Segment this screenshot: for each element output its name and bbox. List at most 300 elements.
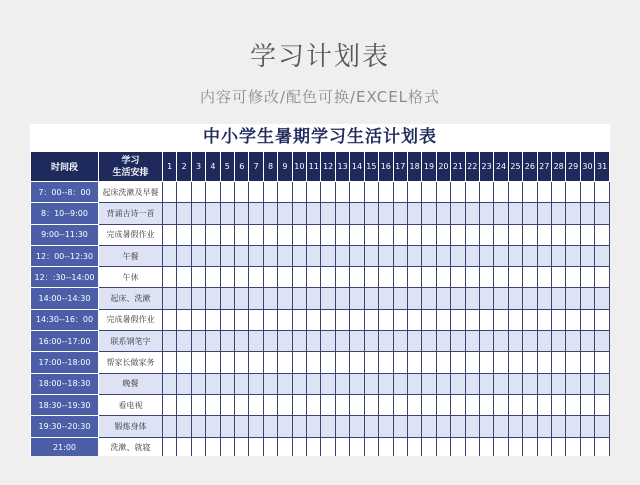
day-check-cell[interactable] (393, 245, 407, 266)
day-check-cell[interactable] (292, 352, 306, 373)
day-check-cell[interactable] (551, 182, 565, 203)
day-check-cell[interactable] (508, 267, 522, 288)
day-check-cell[interactable] (235, 224, 249, 245)
day-check-cell[interactable] (206, 203, 220, 224)
day-check-cell[interactable] (479, 331, 493, 352)
day-check-cell[interactable] (249, 309, 263, 330)
day-check-cell[interactable] (321, 182, 335, 203)
day-check-cell[interactable] (335, 245, 349, 266)
day-check-cell[interactable] (235, 182, 249, 203)
day-check-cell[interactable] (523, 245, 537, 266)
day-check-cell[interactable] (321, 352, 335, 373)
day-check-cell[interactable] (393, 394, 407, 415)
day-check-cell[interactable] (364, 416, 378, 437)
day-check-cell[interactable] (177, 394, 191, 415)
day-check-cell[interactable] (177, 288, 191, 309)
day-check-cell[interactable] (235, 267, 249, 288)
day-check-cell[interactable] (508, 416, 522, 437)
day-check-cell[interactable] (451, 182, 465, 203)
day-check-cell[interactable] (235, 437, 249, 456)
day-check-cell[interactable] (278, 416, 292, 437)
day-check-cell[interactable] (350, 373, 364, 394)
day-check-cell[interactable] (479, 352, 493, 373)
day-check-cell[interactable] (335, 224, 349, 245)
day-check-cell[interactable] (451, 309, 465, 330)
day-check-cell[interactable] (364, 352, 378, 373)
day-check-cell[interactable] (537, 288, 551, 309)
day-check-cell[interactable] (235, 288, 249, 309)
day-check-cell[interactable] (321, 437, 335, 456)
day-check-cell[interactable] (163, 352, 177, 373)
day-check-cell[interactable] (220, 182, 234, 203)
day-check-cell[interactable] (249, 352, 263, 373)
day-check-cell[interactable] (249, 437, 263, 456)
day-check-cell[interactable] (307, 437, 321, 456)
day-check-cell[interactable] (235, 352, 249, 373)
day-check-cell[interactable] (235, 309, 249, 330)
day-check-cell[interactable] (465, 373, 479, 394)
day-check-cell[interactable] (537, 309, 551, 330)
day-check-cell[interactable] (523, 352, 537, 373)
day-check-cell[interactable] (278, 352, 292, 373)
day-check-cell[interactable] (407, 288, 421, 309)
day-check-cell[interactable] (422, 182, 436, 203)
day-check-cell[interactable] (407, 267, 421, 288)
day-check-cell[interactable] (177, 182, 191, 203)
day-check-cell[interactable] (191, 245, 205, 266)
day-check-cell[interactable] (307, 331, 321, 352)
day-check-cell[interactable] (220, 203, 234, 224)
day-check-cell[interactable] (364, 309, 378, 330)
day-check-cell[interactable] (220, 267, 234, 288)
day-check-cell[interactable] (595, 394, 610, 415)
day-check-cell[interactable] (177, 245, 191, 266)
day-check-cell[interactable] (551, 331, 565, 352)
day-check-cell[interactable] (494, 267, 508, 288)
day-check-cell[interactable] (436, 394, 450, 415)
day-check-cell[interactable] (537, 331, 551, 352)
day-check-cell[interactable] (321, 331, 335, 352)
day-check-cell[interactable] (292, 309, 306, 330)
day-check-cell[interactable] (595, 373, 610, 394)
day-check-cell[interactable] (580, 394, 594, 415)
day-check-cell[interactable] (191, 203, 205, 224)
day-check-cell[interactable] (551, 394, 565, 415)
day-check-cell[interactable] (307, 309, 321, 330)
day-check-cell[interactable] (537, 245, 551, 266)
day-check-cell[interactable] (508, 331, 522, 352)
day-check-cell[interactable] (551, 352, 565, 373)
day-check-cell[interactable] (177, 267, 191, 288)
day-check-cell[interactable] (393, 267, 407, 288)
day-check-cell[interactable] (379, 352, 393, 373)
day-check-cell[interactable] (451, 224, 465, 245)
day-check-cell[interactable] (451, 373, 465, 394)
day-check-cell[interactable] (278, 245, 292, 266)
day-check-cell[interactable] (595, 331, 610, 352)
day-check-cell[interactable] (379, 437, 393, 456)
day-check-cell[interactable] (494, 182, 508, 203)
day-check-cell[interactable] (163, 267, 177, 288)
day-check-cell[interactable] (206, 309, 220, 330)
day-check-cell[interactable] (465, 437, 479, 456)
day-check-cell[interactable] (508, 245, 522, 266)
day-check-cell[interactable] (551, 373, 565, 394)
day-check-cell[interactable] (407, 245, 421, 266)
day-check-cell[interactable] (494, 331, 508, 352)
day-check-cell[interactable] (307, 267, 321, 288)
day-check-cell[interactable] (537, 416, 551, 437)
day-check-cell[interactable] (249, 267, 263, 288)
day-check-cell[interactable] (465, 267, 479, 288)
day-check-cell[interactable] (263, 394, 277, 415)
day-check-cell[interactable] (220, 331, 234, 352)
day-check-cell[interactable] (479, 288, 493, 309)
day-check-cell[interactable] (350, 203, 364, 224)
day-check-cell[interactable] (335, 437, 349, 456)
day-check-cell[interactable] (551, 437, 565, 456)
day-check-cell[interactable] (422, 309, 436, 330)
day-check-cell[interactable] (292, 182, 306, 203)
day-check-cell[interactable] (595, 352, 610, 373)
day-check-cell[interactable] (523, 288, 537, 309)
day-check-cell[interactable] (177, 203, 191, 224)
day-check-cell[interactable] (350, 288, 364, 309)
day-check-cell[interactable] (422, 267, 436, 288)
day-check-cell[interactable] (407, 331, 421, 352)
day-check-cell[interactable] (321, 224, 335, 245)
day-check-cell[interactable] (436, 224, 450, 245)
day-check-cell[interactable] (364, 288, 378, 309)
day-check-cell[interactable] (580, 416, 594, 437)
day-check-cell[interactable] (278, 373, 292, 394)
day-check-cell[interactable] (451, 394, 465, 415)
day-check-cell[interactable] (580, 309, 594, 330)
day-check-cell[interactable] (451, 437, 465, 456)
day-check-cell[interactable] (494, 309, 508, 330)
day-check-cell[interactable] (191, 373, 205, 394)
day-check-cell[interactable] (494, 288, 508, 309)
day-check-cell[interactable] (177, 331, 191, 352)
day-check-cell[interactable] (278, 288, 292, 309)
day-check-cell[interactable] (465, 224, 479, 245)
day-check-cell[interactable] (566, 416, 580, 437)
day-check-cell[interactable] (235, 394, 249, 415)
day-check-cell[interactable] (249, 394, 263, 415)
day-check-cell[interactable] (566, 203, 580, 224)
day-check-cell[interactable] (220, 288, 234, 309)
day-check-cell[interactable] (206, 373, 220, 394)
day-check-cell[interactable] (595, 224, 610, 245)
day-check-cell[interactable] (393, 437, 407, 456)
day-check-cell[interactable] (335, 203, 349, 224)
day-check-cell[interactable] (350, 182, 364, 203)
day-check-cell[interactable] (235, 373, 249, 394)
day-check-cell[interactable] (321, 394, 335, 415)
day-check-cell[interactable] (422, 373, 436, 394)
day-check-cell[interactable] (566, 245, 580, 266)
day-check-cell[interactable] (407, 203, 421, 224)
day-check-cell[interactable] (335, 331, 349, 352)
day-check-cell[interactable] (278, 182, 292, 203)
day-check-cell[interactable] (249, 331, 263, 352)
day-check-cell[interactable] (263, 352, 277, 373)
day-check-cell[interactable] (451, 288, 465, 309)
day-check-cell[interactable] (235, 416, 249, 437)
day-check-cell[interactable] (364, 267, 378, 288)
day-check-cell[interactable] (206, 394, 220, 415)
day-check-cell[interactable] (508, 394, 522, 415)
day-check-cell[interactable] (393, 331, 407, 352)
day-check-cell[interactable] (479, 309, 493, 330)
day-check-cell[interactable] (335, 267, 349, 288)
day-check-cell[interactable] (523, 267, 537, 288)
day-check-cell[interactable] (220, 394, 234, 415)
day-check-cell[interactable] (494, 352, 508, 373)
day-check-cell[interactable] (465, 182, 479, 203)
day-check-cell[interactable] (191, 437, 205, 456)
day-check-cell[interactable] (551, 267, 565, 288)
day-check-cell[interactable] (451, 331, 465, 352)
day-check-cell[interactable] (422, 437, 436, 456)
day-check-cell[interactable] (393, 352, 407, 373)
day-check-cell[interactable] (393, 182, 407, 203)
day-check-cell[interactable] (436, 267, 450, 288)
day-check-cell[interactable] (278, 394, 292, 415)
day-check-cell[interactable] (307, 373, 321, 394)
day-check-cell[interactable] (350, 331, 364, 352)
day-check-cell[interactable] (537, 203, 551, 224)
day-check-cell[interactable] (379, 203, 393, 224)
day-check-cell[interactable] (292, 416, 306, 437)
day-check-cell[interactable] (249, 224, 263, 245)
day-check-cell[interactable] (163, 437, 177, 456)
day-check-cell[interactable] (292, 288, 306, 309)
day-check-cell[interactable] (407, 373, 421, 394)
day-check-cell[interactable] (263, 267, 277, 288)
day-check-cell[interactable] (494, 437, 508, 456)
day-check-cell[interactable] (350, 245, 364, 266)
day-check-cell[interactable] (451, 203, 465, 224)
day-check-cell[interactable] (537, 437, 551, 456)
day-check-cell[interactable] (451, 245, 465, 266)
day-check-cell[interactable] (595, 288, 610, 309)
day-check-cell[interactable] (292, 394, 306, 415)
day-check-cell[interactable] (523, 394, 537, 415)
day-check-cell[interactable] (595, 245, 610, 266)
day-check-cell[interactable] (206, 331, 220, 352)
day-check-cell[interactable] (307, 288, 321, 309)
day-check-cell[interactable] (523, 203, 537, 224)
day-check-cell[interactable] (292, 437, 306, 456)
day-check-cell[interactable] (163, 182, 177, 203)
day-check-cell[interactable] (206, 437, 220, 456)
day-check-cell[interactable] (191, 394, 205, 415)
day-check-cell[interactable] (407, 416, 421, 437)
day-check-cell[interactable] (249, 182, 263, 203)
day-check-cell[interactable] (307, 416, 321, 437)
day-check-cell[interactable] (479, 437, 493, 456)
day-check-cell[interactable] (191, 182, 205, 203)
day-check-cell[interactable] (436, 245, 450, 266)
day-check-cell[interactable] (235, 245, 249, 266)
day-check-cell[interactable] (422, 245, 436, 266)
day-check-cell[interactable] (393, 309, 407, 330)
day-check-cell[interactable] (551, 203, 565, 224)
day-check-cell[interactable] (494, 245, 508, 266)
day-check-cell[interactable] (263, 437, 277, 456)
day-check-cell[interactable] (364, 437, 378, 456)
day-check-cell[interactable] (220, 416, 234, 437)
day-check-cell[interactable] (191, 352, 205, 373)
day-check-cell[interactable] (379, 331, 393, 352)
day-check-cell[interactable] (551, 245, 565, 266)
day-check-cell[interactable] (523, 437, 537, 456)
day-check-cell[interactable] (307, 394, 321, 415)
day-check-cell[interactable] (235, 331, 249, 352)
day-check-cell[interactable] (163, 288, 177, 309)
day-check-cell[interactable] (523, 224, 537, 245)
day-check-cell[interactable] (393, 416, 407, 437)
day-check-cell[interactable] (163, 203, 177, 224)
day-check-cell[interactable] (191, 224, 205, 245)
day-check-cell[interactable] (249, 288, 263, 309)
day-check-cell[interactable] (379, 288, 393, 309)
day-check-cell[interactable] (220, 309, 234, 330)
day-check-cell[interactable] (163, 373, 177, 394)
day-check-cell[interactable] (508, 373, 522, 394)
day-check-cell[interactable] (479, 224, 493, 245)
day-check-cell[interactable] (537, 267, 551, 288)
day-check-cell[interactable] (508, 309, 522, 330)
day-check-cell[interactable] (580, 224, 594, 245)
day-check-cell[interactable] (465, 331, 479, 352)
day-check-cell[interactable] (263, 245, 277, 266)
day-check-cell[interactable] (177, 437, 191, 456)
day-check-cell[interactable] (379, 373, 393, 394)
day-check-cell[interactable] (220, 373, 234, 394)
day-check-cell[interactable] (220, 245, 234, 266)
day-check-cell[interactable] (436, 182, 450, 203)
day-check-cell[interactable] (278, 224, 292, 245)
day-check-cell[interactable] (191, 309, 205, 330)
day-check-cell[interactable] (321, 373, 335, 394)
day-check-cell[interactable] (551, 288, 565, 309)
day-check-cell[interactable] (465, 394, 479, 415)
day-check-cell[interactable] (523, 373, 537, 394)
day-check-cell[interactable] (537, 182, 551, 203)
day-check-cell[interactable] (191, 331, 205, 352)
day-check-cell[interactable] (163, 394, 177, 415)
day-check-cell[interactable] (494, 224, 508, 245)
day-check-cell[interactable] (580, 245, 594, 266)
day-check-cell[interactable] (566, 309, 580, 330)
day-check-cell[interactable] (335, 182, 349, 203)
day-check-cell[interactable] (393, 373, 407, 394)
day-check-cell[interactable] (595, 416, 610, 437)
day-check-cell[interactable] (566, 394, 580, 415)
day-check-cell[interactable] (206, 416, 220, 437)
day-check-cell[interactable] (379, 245, 393, 266)
day-check-cell[interactable] (379, 267, 393, 288)
day-check-cell[interactable] (263, 331, 277, 352)
day-check-cell[interactable] (163, 224, 177, 245)
day-check-cell[interactable] (436, 309, 450, 330)
day-check-cell[interactable] (335, 352, 349, 373)
day-check-cell[interactable] (393, 288, 407, 309)
day-check-cell[interactable] (321, 245, 335, 266)
day-check-cell[interactable] (364, 245, 378, 266)
day-check-cell[interactable] (335, 373, 349, 394)
day-check-cell[interactable] (364, 331, 378, 352)
day-check-cell[interactable] (523, 182, 537, 203)
day-check-cell[interactable] (263, 288, 277, 309)
day-check-cell[interactable] (508, 352, 522, 373)
day-check-cell[interactable] (249, 373, 263, 394)
day-check-cell[interactable] (451, 352, 465, 373)
day-check-cell[interactable] (451, 416, 465, 437)
day-check-cell[interactable] (235, 203, 249, 224)
day-check-cell[interactable] (350, 394, 364, 415)
day-check-cell[interactable] (551, 309, 565, 330)
day-check-cell[interactable] (350, 267, 364, 288)
day-check-cell[interactable] (479, 373, 493, 394)
day-check-cell[interactable] (163, 309, 177, 330)
day-check-cell[interactable] (177, 373, 191, 394)
day-check-cell[interactable] (465, 352, 479, 373)
day-check-cell[interactable] (551, 416, 565, 437)
day-check-cell[interactable] (566, 288, 580, 309)
day-check-cell[interactable] (407, 182, 421, 203)
day-check-cell[interactable] (508, 288, 522, 309)
day-check-cell[interactable] (595, 267, 610, 288)
day-check-cell[interactable] (335, 288, 349, 309)
day-check-cell[interactable] (263, 373, 277, 394)
day-check-cell[interactable] (580, 203, 594, 224)
day-check-cell[interactable] (422, 224, 436, 245)
day-check-cell[interactable] (422, 203, 436, 224)
day-check-cell[interactable] (307, 182, 321, 203)
day-check-cell[interactable] (163, 331, 177, 352)
day-check-cell[interactable] (595, 309, 610, 330)
day-check-cell[interactable] (508, 224, 522, 245)
day-check-cell[interactable] (364, 203, 378, 224)
day-check-cell[interactable] (206, 245, 220, 266)
day-check-cell[interactable] (364, 224, 378, 245)
day-check-cell[interactable] (407, 309, 421, 330)
day-check-cell[interactable] (523, 416, 537, 437)
day-check-cell[interactable] (263, 224, 277, 245)
day-check-cell[interactable] (307, 352, 321, 373)
day-check-cell[interactable] (263, 203, 277, 224)
day-check-cell[interactable] (206, 224, 220, 245)
day-check-cell[interactable] (465, 416, 479, 437)
day-check-cell[interactable] (465, 245, 479, 266)
day-check-cell[interactable] (379, 416, 393, 437)
day-check-cell[interactable] (580, 331, 594, 352)
day-check-cell[interactable] (436, 352, 450, 373)
day-check-cell[interactable] (292, 203, 306, 224)
day-check-cell[interactable] (263, 416, 277, 437)
day-check-cell[interactable] (220, 437, 234, 456)
day-check-cell[interactable] (436, 203, 450, 224)
day-check-cell[interactable] (206, 267, 220, 288)
day-check-cell[interactable] (321, 267, 335, 288)
day-check-cell[interactable] (292, 267, 306, 288)
day-check-cell[interactable] (321, 288, 335, 309)
day-check-cell[interactable] (292, 224, 306, 245)
day-check-cell[interactable] (508, 203, 522, 224)
